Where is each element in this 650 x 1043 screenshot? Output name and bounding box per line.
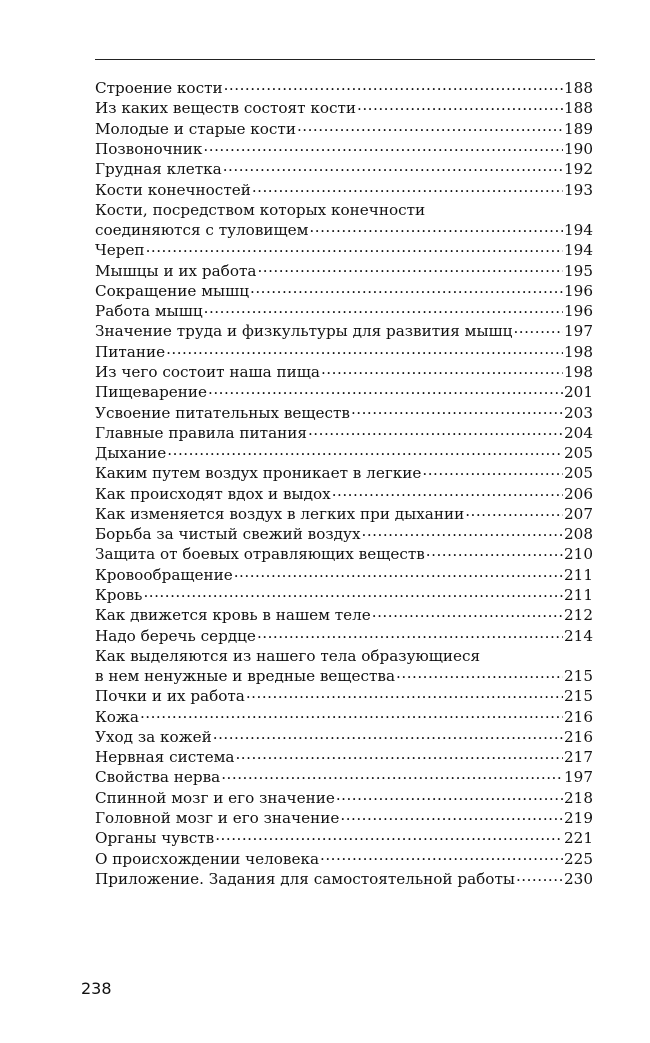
toc-leader-dots xyxy=(516,869,563,884)
toc-entry-title: соединяются с туловищем xyxy=(95,220,309,239)
toc-entry-page: 217 xyxy=(564,748,593,767)
toc-entry-title: Нервная система xyxy=(95,748,235,767)
toc-entry-page: 206 xyxy=(564,484,593,503)
toc-entry-page: 208 xyxy=(564,525,593,544)
toc-entry xyxy=(95,402,593,422)
toc-entry-page: 196 xyxy=(564,281,593,300)
toc-entry-page: 214 xyxy=(564,626,593,645)
toc-entry-page: 188 xyxy=(564,79,593,98)
toc-entry-title: Спинной мозг и его значение xyxy=(95,788,335,807)
toc-entry-page: 198 xyxy=(564,342,593,361)
toc-entry-title: Надо беречь сердце xyxy=(95,626,256,645)
toc-leader-dots xyxy=(166,341,563,356)
toc-entry-page: 211 xyxy=(564,565,593,584)
toc-entry xyxy=(95,706,593,726)
toc-leader-dots xyxy=(320,848,563,863)
toc-entry-title: Защита от боевых отравляющих веществ xyxy=(95,545,425,564)
toc-entry xyxy=(95,646,593,686)
toc-leader-dots xyxy=(246,686,563,701)
top-divider xyxy=(95,59,595,60)
toc-leader-dots xyxy=(167,443,563,458)
toc-leader-dots xyxy=(203,139,563,154)
toc-entry-page: 203 xyxy=(564,403,593,422)
toc-entry-page: 205 xyxy=(564,464,593,483)
toc-entry-title: Свойства нерва xyxy=(95,768,221,787)
toc-entry-page: 198 xyxy=(564,362,593,381)
toc-leader-dots xyxy=(234,565,563,580)
toc-entry xyxy=(95,200,593,240)
toc-leader-dots xyxy=(351,402,563,417)
toc-leader-dots xyxy=(250,281,563,296)
toc-leader-dots xyxy=(336,787,563,802)
toc-entry-title: Кости конечностей xyxy=(95,180,251,199)
toc-entry-page: 216 xyxy=(564,727,593,746)
toc-leader-dots xyxy=(213,727,563,742)
toc-entry-title: Почки и их работа xyxy=(95,687,245,706)
toc-leader-dots xyxy=(513,321,563,336)
toc-leader-dots xyxy=(146,240,563,255)
toc-entry xyxy=(95,787,593,807)
toc-entry-page: 218 xyxy=(564,788,593,807)
toc-entry xyxy=(95,321,593,341)
toc-entry-title: Как изменяется воздух в легких при дыхании xyxy=(95,504,465,523)
toc-leader-dots xyxy=(465,504,563,519)
toc-leader-dots xyxy=(426,544,563,559)
toc-entry xyxy=(95,119,593,139)
toc-entry-title: Работа мышц xyxy=(95,302,203,321)
toc-leader-dots xyxy=(422,463,563,478)
toc-leader-dots xyxy=(332,483,563,498)
toc-entry xyxy=(95,727,593,747)
toc-entry xyxy=(95,78,593,98)
toc-entry-title-line1: Кости, посредством которых конечности xyxy=(95,200,426,219)
toc-entry-title: Органы чувств xyxy=(95,829,215,848)
toc-entry-title: Грудная клетка xyxy=(95,160,222,179)
toc-entry-page: 201 xyxy=(564,383,593,402)
toc-entry xyxy=(95,625,593,645)
toc-entry xyxy=(95,869,593,889)
toc-entry-page: 207 xyxy=(564,504,593,523)
toc-entry-title: Кровообращение xyxy=(95,565,233,584)
toc-entry xyxy=(95,848,593,868)
toc-entry-title: Борьба за чистый свежий воздух xyxy=(95,525,361,544)
toc-leader-dots xyxy=(362,524,563,539)
toc-entry-page: 205 xyxy=(564,444,593,463)
toc-leader-dots xyxy=(297,119,563,134)
toc-entry-page: 211 xyxy=(564,586,593,605)
toc-entry-page: 194 xyxy=(564,220,593,239)
toc-entry xyxy=(95,423,593,443)
toc-entry xyxy=(95,524,593,544)
toc-entry-title: Значение труда и физкультуры для развития мышц xyxy=(95,322,513,341)
toc-entry xyxy=(95,240,593,260)
toc-entry xyxy=(95,747,593,767)
toc-entry xyxy=(95,301,593,321)
toc-leader-dots xyxy=(143,585,563,600)
toc-entry-page: 196 xyxy=(564,302,593,321)
toc-entry-page: 210 xyxy=(564,545,593,564)
toc-entry-page: 221 xyxy=(564,829,593,848)
toc-entry xyxy=(95,828,593,848)
toc-entry-title: Череп xyxy=(95,241,145,260)
toc-entry-page: 190 xyxy=(564,140,593,159)
toc-entry xyxy=(95,463,593,483)
toc-entry-title: Уход за кожей xyxy=(95,727,212,746)
toc-leader-dots xyxy=(357,98,563,113)
toc-entry xyxy=(95,362,593,382)
toc-entry-title: Каким путем воздух проникает в легкие xyxy=(95,464,422,483)
toc-entry-title-line1: Как выделяются из нашего тела образующиеся xyxy=(95,646,481,665)
toc-entry-page: 215 xyxy=(564,666,593,685)
table-of-contents xyxy=(95,78,593,889)
toc-entry xyxy=(95,686,593,706)
toc-entry-title: Как происходят вдох и выдох xyxy=(95,484,331,503)
toc-entry xyxy=(95,382,593,402)
toc-entry-title: Приложение. Задания для самостоятельной работы xyxy=(95,869,515,888)
toc-leader-dots xyxy=(372,605,563,620)
toc-leader-dots xyxy=(224,78,563,93)
page-number: 238 xyxy=(81,979,112,998)
toc-entry-page: 188 xyxy=(564,99,593,118)
toc-leader-dots xyxy=(204,301,563,316)
toc-leader-dots xyxy=(340,808,563,823)
toc-entry xyxy=(95,483,593,503)
toc-entry-title: Из чего состоит наша пища xyxy=(95,362,320,381)
toc-entry-page: 189 xyxy=(564,119,593,138)
toc-entry-title: Мышцы и их работа xyxy=(95,261,257,280)
toc-entry-page: 212 xyxy=(564,606,593,625)
toc-entry-title: Сокращение мышц xyxy=(95,281,249,300)
toc-entry xyxy=(95,341,593,361)
toc-entry-title: Питание xyxy=(95,342,166,361)
toc-entry xyxy=(95,808,593,828)
toc-leader-dots xyxy=(309,220,563,235)
toc-entry-title: Пищеварение xyxy=(95,383,208,402)
toc-leader-dots xyxy=(235,747,563,762)
toc-entry-title: Молодые и старые кости xyxy=(95,119,296,138)
toc-entry-title: Кровь xyxy=(95,586,143,605)
toc-entry-title: Усвоение питательных веществ xyxy=(95,403,350,422)
toc-entry-page: 193 xyxy=(564,180,593,199)
toc-leader-dots xyxy=(257,260,563,275)
toc-entry-title: Из каких веществ состоят кости xyxy=(95,99,357,118)
toc-entry xyxy=(95,544,593,564)
toc-entry xyxy=(95,605,593,625)
toc-entry xyxy=(95,443,593,463)
toc-entry xyxy=(95,504,593,524)
toc-entry-title: в нем ненужные и вредные вещества xyxy=(95,666,396,685)
toc-leader-dots xyxy=(396,666,563,681)
toc-entry xyxy=(95,139,593,159)
toc-leader-dots xyxy=(308,423,563,438)
toc-entry xyxy=(95,767,593,787)
toc-leader-dots xyxy=(140,706,563,721)
toc-entry xyxy=(95,585,593,605)
toc-entry-title: Кожа xyxy=(95,707,139,726)
toc-leader-dots xyxy=(221,767,563,782)
toc-entry-page: 194 xyxy=(564,241,593,260)
toc-leader-dots xyxy=(223,159,563,174)
toc-entry xyxy=(95,179,593,199)
toc-entry xyxy=(95,565,593,585)
toc-entry-page: 195 xyxy=(564,261,593,280)
toc-leader-dots xyxy=(208,382,563,397)
toc-entry-title: Строение кости xyxy=(95,79,223,98)
toc-entry-title: Головной мозг и его значение xyxy=(95,808,340,827)
toc-leader-dots xyxy=(252,179,563,194)
toc-entry-page: 197 xyxy=(564,322,593,341)
toc-entry xyxy=(95,159,593,179)
toc-entry-title: Главные правила питания xyxy=(95,423,307,442)
toc-entry xyxy=(95,98,593,118)
toc-entry-page: 230 xyxy=(564,869,593,888)
toc-entry-page: 225 xyxy=(564,849,593,868)
toc-leader-dots xyxy=(321,362,563,377)
toc-leader-dots xyxy=(257,625,563,640)
toc-entry-page: 204 xyxy=(564,423,593,442)
toc-entry-page: 215 xyxy=(564,687,593,706)
toc-entry xyxy=(95,260,593,280)
toc-entry-page: 192 xyxy=(564,160,593,179)
toc-entry-title: Позвоночник xyxy=(95,140,203,159)
toc-entry-title: О происхождении человека xyxy=(95,849,320,868)
toc-entry-title: Дыхание xyxy=(95,444,167,463)
toc-leader-dots xyxy=(215,828,563,843)
toc-entry-page: 216 xyxy=(564,707,593,726)
toc-entry xyxy=(95,281,593,301)
toc-entry-page: 219 xyxy=(564,808,593,827)
toc-entry-title: Как движется кровь в нашем теле xyxy=(95,606,371,625)
toc-entry-page: 197 xyxy=(564,768,593,787)
